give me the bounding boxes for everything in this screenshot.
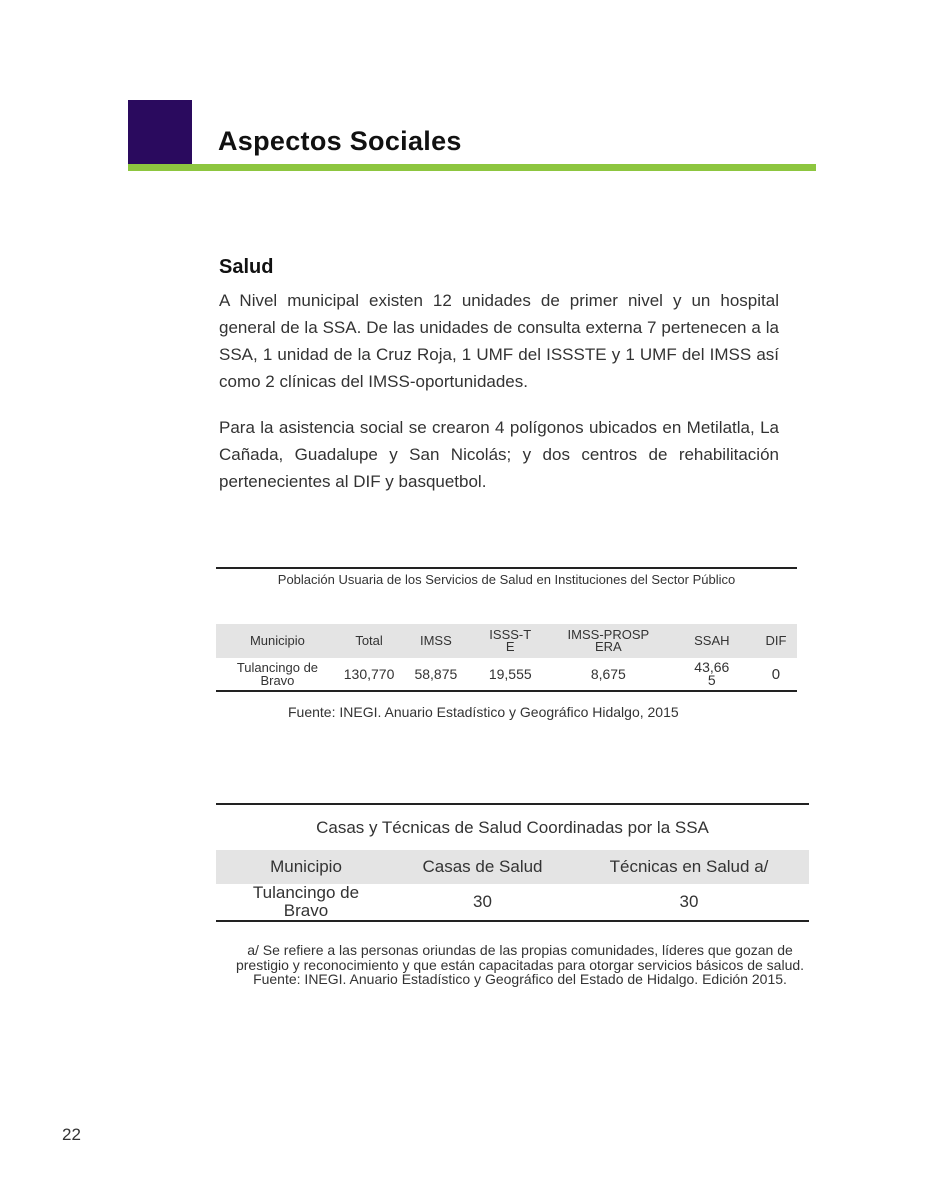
table-source: Fuente: INEGI. Anuario Estadístico y Geográfico Hidalgo, 2015 — [288, 704, 679, 720]
column-header: DIF — [755, 624, 797, 658]
section-divider — [128, 164, 816, 171]
health-users-table — [216, 567, 797, 692]
table-cell: 19,555 — [488, 665, 532, 682]
table-footnote: a/ Se refiere a las personas oriundas de las propias comunidades, líderes que gozan de prestigio y reconocimiento y que están capacitadas para otorgar servicios básicos de salud. — [235, 942, 805, 973]
subsection-heading: Salud — [219, 256, 274, 278]
column-header: Técnicas en Salud a/ — [569, 850, 809, 884]
table-row — [216, 658, 797, 691]
column-header: IMSS — [399, 624, 472, 658]
salud-paragraph-1: A Nivel municipal existen 12 unidades de primer nivel y un hospital general de la SSA. De las unidades de consulta externa 7 pertenecen a la SSA, 1 unidad de la Cruz Roja, 1 UMF del ISSSTE y 1 UMF del IMSS así como 2 clínicas del IMSS-oportunidades. — [219, 291, 779, 391]
health-houses-table — [216, 803, 809, 922]
table-caption: Casas y Técnicas de Salud Coordinadas por la SSA — [316, 817, 709, 837]
table-cell: 58,875 — [414, 665, 458, 682]
table-cell: 30 — [679, 892, 699, 911]
table-notes — [230, 943, 810, 987]
column-header: Municipio — [216, 850, 396, 884]
section-title: Aspectos Sociales — [218, 126, 462, 156]
table-caption: Población Usuaria de los Servicios de Salud en Instituciones del Sector Público — [277, 572, 736, 587]
table-cell: 43,665 — [694, 659, 730, 688]
table-source: Fuente: INEGI. Anuario Estadístico y Geográfico del Estado de Hidalgo. Edición 2015. — [253, 971, 787, 987]
table-cell: Tulancingo de Bravo — [236, 660, 319, 688]
table-cell: Tulancingo de Bravo — [252, 883, 360, 920]
table-cell: 8,675 — [590, 665, 626, 682]
section-color-block — [128, 100, 192, 164]
column-header: SSAH — [669, 624, 755, 658]
column-header: Total — [339, 624, 399, 658]
column-header: IMSS-PROSPERA — [548, 624, 669, 658]
column-header: Municipio — [216, 624, 339, 658]
page-number: 22 — [62, 1125, 81, 1144]
salud-paragraph-2: Para la asistencia social se crearon 4 polígonos ubicados en Metilatla, La Cañada, Guadalupe y San Nicolás; y dos centros de rehabilitación pertenecientes al DIF y basquetbol. — [219, 418, 779, 491]
table-cell: 130,770 — [343, 665, 395, 682]
column-header: ISSS-TE — [473, 624, 548, 658]
table-cell: 30 — [473, 892, 492, 911]
table-row — [216, 884, 809, 921]
table-cell: 0 — [771, 665, 781, 683]
column-header: Casas de Salud — [396, 850, 569, 884]
